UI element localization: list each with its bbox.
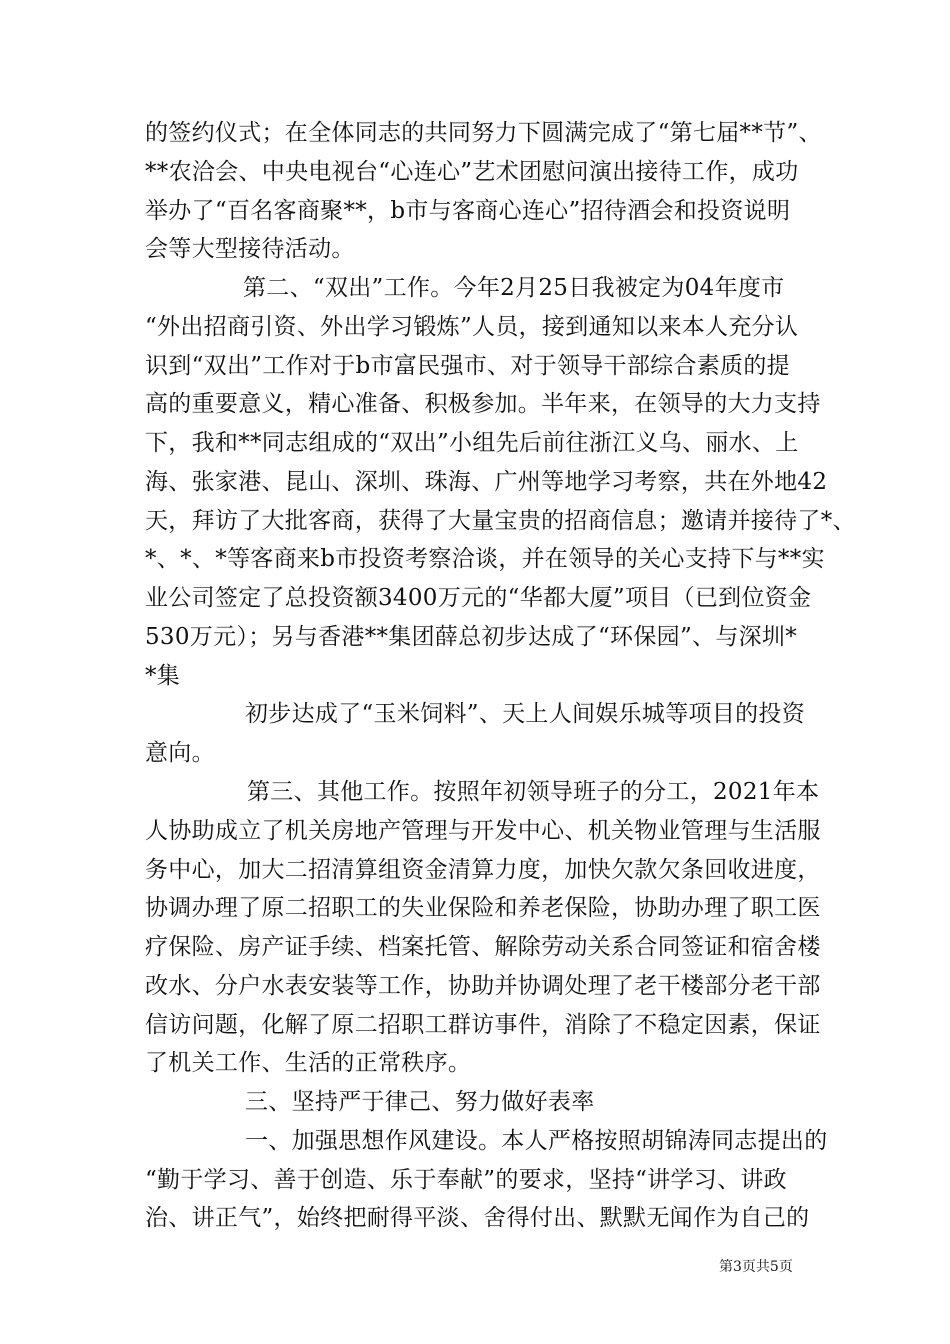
body-line: **农洽会、中央电视台“心连心”艺术团慰问演出接待工作，成功: [145, 159, 799, 185]
body-line: *集: [145, 663, 181, 689]
body-line: 协调办理了原二招职工的失业保险和养老保险，协助办理了职工医: [145, 895, 821, 921]
body-line: 改水、分户水表安装等工作，协助并协调处理了老干楼部分老干部: [145, 973, 821, 999]
body-line: 第三、其他工作。按照年初领导班子的分工，2021年本: [247, 779, 820, 805]
body-line: 一、加强思想作风建设。本人严格按照胡锦涛同志提出的: [245, 1128, 828, 1154]
body-line: “勤于学习、善于创造、乐于奉献”的要求，坚持“讲学习、讲政: [145, 1167, 787, 1193]
body-line: 疗保险、房产证手续、档案托管、解除劳动关系合同签证和宿舍楼: [145, 934, 821, 960]
body-line: 天，拜访了大批客商，获得了大量宝贵的招商信息；邀请并接待了*、: [145, 508, 856, 534]
section-heading: 三、坚持严于律己、努力做好表率: [245, 1089, 595, 1115]
body-line: 高的重要意义，精心准备、积极参加。半年来，在领导的大力支持: [145, 391, 821, 417]
body-line: 会等大型接待活动。: [145, 236, 355, 262]
body-line: 了机关工作、生活的正常秩序。: [145, 1050, 472, 1076]
body-line: 识到“双出”工作对于b市富民强市、对于领导干部综合素质的提: [145, 353, 790, 379]
body-line: 第二、“双出”工作。今年2月25日我被定为04年度市: [243, 275, 785, 301]
body-line: “外出招商引资、外出学习锻炼”人员，接到通知以来本人充分认: [145, 314, 799, 340]
body-line: 业公司签定了总投资额3400万元的“华都大厦”项目（已到位资金: [145, 585, 812, 611]
body-line: *、*、*等客商来b市投资考察洽谈，并在领导的关心支持下与**实: [145, 546, 825, 572]
body-line: 的签约仪式；在全体同志的共同努力下圆满完成了“第七届**节”、: [145, 120, 822, 146]
body-line: 初步达成了“玉米饲料”、天上人间娱乐城等项目的投资: [245, 701, 806, 727]
body-line: 务中心，加大二招清算组资金清算力度，加快欠款欠条回收进度，: [145, 857, 821, 883]
body-line: 治、讲正气”，始终把耐得平淡、舍得付出、默默无闻作为自己的: [145, 1205, 810, 1231]
body-line: 530万元）；另与香港**集团薛总初步达成了“环保园”、与深圳*: [145, 624, 798, 650]
body-line: 举办了“百名客商聚**，b市与客商心连心”招待酒会和投资说明: [145, 198, 791, 224]
body-line: 信访问题，化解了原二招职工群访事件，消除了不稳定因素，保证: [145, 1012, 821, 1038]
body-line: 海、张家港、昆山、深圳、珠海、广州等地学习考察，共在外地42: [145, 469, 828, 495]
body-line: 人协助成立了机关房地产管理与开发中心、机关物业管理与生活服: [145, 818, 821, 844]
body-line: 下，我和**同志组成的“双出”小组先后前往浙江义乌、丽水、上: [145, 430, 799, 456]
page-number: 第3页共5页: [719, 1259, 793, 1275]
body-line: 意向。: [145, 740, 215, 766]
